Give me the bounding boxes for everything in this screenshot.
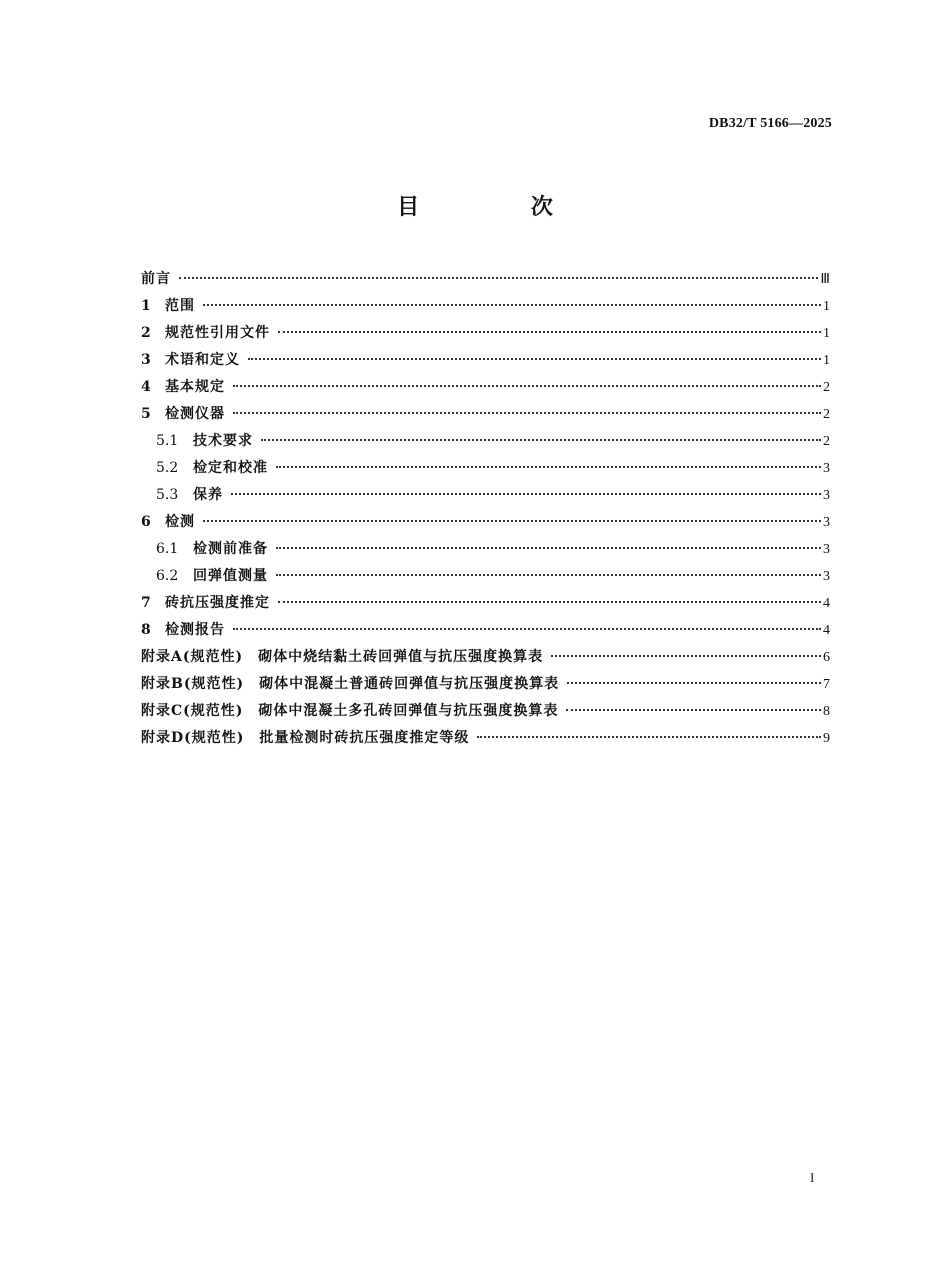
toc-entry-number: 5.1 [156, 433, 179, 449]
toc-entry-page: 4 [823, 623, 830, 638]
toc-entry-page: 9 [823, 731, 830, 746]
toc-entry-page: 1 [823, 326, 830, 341]
dot-leader [276, 466, 821, 468]
table-of-contents [141, 266, 830, 752]
dot-leader [233, 412, 821, 414]
toc-entry-number: 4 [141, 379, 151, 395]
toc-entry[interactable] [141, 509, 830, 536]
toc-entry-number: 6.2 [156, 568, 179, 584]
toc-entry-label: 附录A(规范性) 砌体中烧结黏土砖回弹值与抗压强度换算表 [141, 649, 544, 665]
toc-entry[interactable] [141, 617, 830, 644]
dot-leader [231, 493, 821, 495]
toc-entry-number: 6 [141, 514, 151, 530]
toc-entry-page: 3 [823, 569, 830, 584]
page-number: I [810, 1170, 815, 1185]
dot-leader [203, 304, 821, 306]
toc-entry-label: 检测报告 [165, 622, 225, 638]
dot-leader [203, 520, 821, 522]
toc-entry-label: 规范性引用文件 [165, 325, 270, 341]
toc-entry-label: 附录C(规范性) 砌体中混凝土多孔砖回弹值与抗压强度换算表 [141, 703, 559, 719]
toc-entry-number: 7 [141, 595, 151, 611]
toc-entry[interactable] [141, 536, 830, 563]
toc-entry-number: 1 [141, 298, 151, 314]
toc-entry-page: 6 [823, 650, 830, 665]
dot-leader [278, 601, 821, 603]
toc-entry-label: 术语和定义 [165, 352, 240, 368]
toc-entry[interactable] [141, 266, 830, 293]
dot-leader [566, 709, 821, 711]
toc-entry-label: 检定和校准 [193, 460, 268, 476]
toc-entry-label: 检测前准备 [193, 541, 268, 557]
toc-entry[interactable] [141, 455, 830, 482]
toc-entry[interactable] [141, 671, 830, 698]
dot-leader [551, 655, 821, 657]
dot-leader [278, 331, 821, 333]
toc-entry-label: 附录D(规范性) 批量检测时砖抗压强度推定等级 [141, 730, 470, 746]
toc-entry-page: 3 [823, 515, 830, 530]
toc-entry-page: 1 [823, 299, 830, 314]
toc-entry[interactable] [141, 428, 830, 455]
toc-entry-page: 4 [823, 596, 830, 611]
toc-entry-label: 保养 [193, 487, 223, 503]
toc-entry-page: 3 [823, 542, 830, 557]
dot-leader [233, 385, 821, 387]
toc-entry[interactable] [141, 644, 830, 671]
toc-entry[interactable] [141, 347, 830, 374]
toc-entry[interactable] [141, 482, 830, 509]
toc-entry-number: 2 [141, 325, 151, 341]
toc-entry-label: 砖抗压强度推定 [165, 595, 270, 611]
toc-entry[interactable] [141, 293, 830, 320]
toc-entry[interactable] [141, 590, 830, 617]
dot-leader [567, 682, 821, 684]
toc-entry-page: Ⅲ [820, 272, 830, 287]
toc-entry-label: 附录B(规范性) 砌体中混凝土普通砖回弹值与抗压强度换算表 [141, 676, 560, 692]
toc-entry-label: 前言 [141, 271, 171, 287]
toc-entry-page: 1 [823, 353, 830, 368]
dot-leader [248, 358, 821, 360]
toc-entry-number: 5 [141, 406, 151, 422]
toc-entry-number: 3 [141, 352, 151, 368]
toc-entry-number: 5.3 [156, 487, 179, 503]
toc-entry-page: 2 [823, 380, 830, 395]
toc-entry[interactable] [141, 698, 830, 725]
toc-entry[interactable] [141, 320, 830, 347]
toc-entry-label: 回弹值测量 [193, 568, 268, 584]
dot-leader [261, 439, 821, 441]
toc-entry-page: 3 [823, 488, 830, 503]
page-title: 目 次 [397, 194, 605, 220]
toc-entry-label: 范围 [165, 298, 195, 314]
dot-leader [179, 277, 818, 279]
toc-entry-label: 检测 [165, 514, 195, 530]
toc-entry-number: 6.1 [156, 541, 179, 557]
dot-leader [276, 547, 821, 549]
toc-entry-page: 3 [823, 461, 830, 476]
toc-entry-page: 2 [823, 407, 830, 422]
toc-entry-page: 7 [823, 677, 830, 692]
toc-entry-label: 基本规定 [165, 379, 225, 395]
document-code: DB32/T 5166—2025 [708, 116, 832, 131]
dot-leader [233, 628, 821, 630]
dot-leader [477, 736, 821, 738]
toc-entry-page: 8 [823, 704, 830, 719]
toc-entry-label: 技术要求 [193, 433, 253, 449]
toc-entry-label: 检测仪器 [165, 406, 225, 422]
toc-entry-page: 2 [823, 434, 830, 449]
dot-leader [276, 574, 821, 576]
toc-entry[interactable] [141, 725, 830, 752]
toc-entry[interactable] [141, 401, 830, 428]
toc-entry[interactable] [141, 374, 830, 401]
toc-entry-number: 5.2 [156, 460, 179, 476]
toc-entry-number: 8 [141, 622, 151, 638]
toc-entry[interactable] [141, 563, 830, 590]
